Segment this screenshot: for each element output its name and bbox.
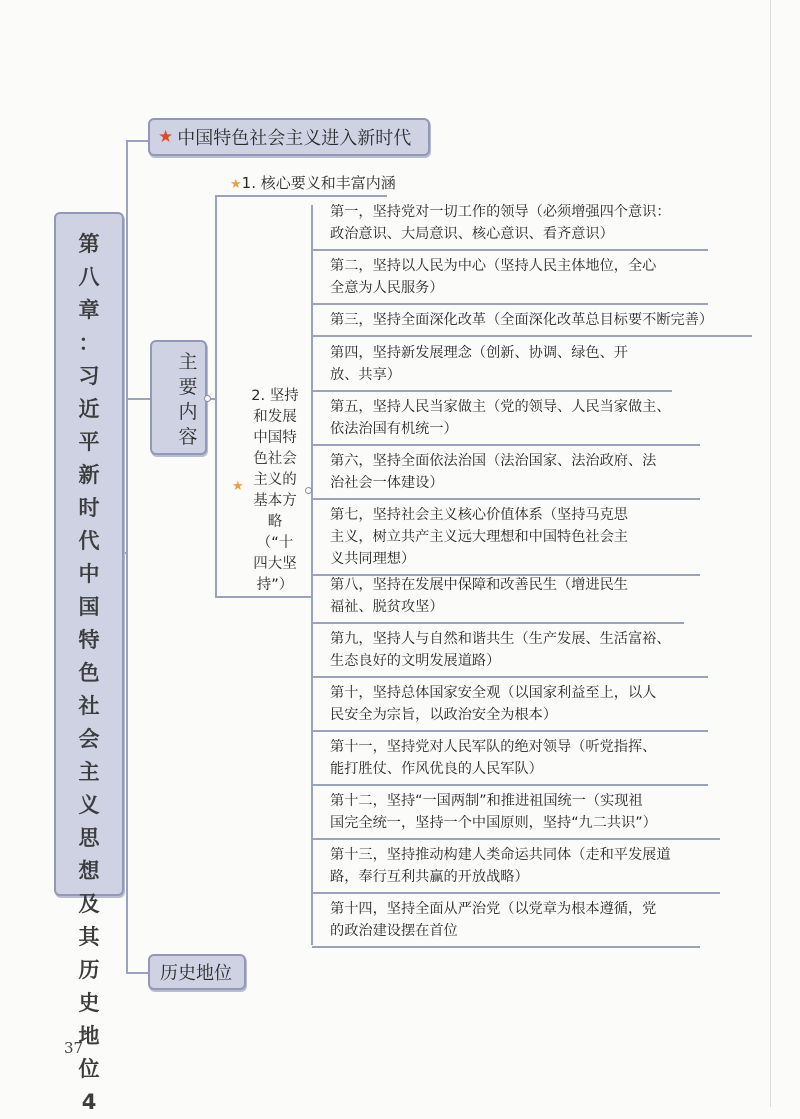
strategy-item-underline <box>312 892 720 894</box>
strategy-item-line: 第七，坚持社会主义核心价值体系（坚持马克思 <box>330 507 628 523</box>
strategy-item-underline <box>312 946 700 948</box>
page-number: 37 <box>64 1039 84 1057</box>
chapter-title-char: 第 <box>78 232 100 256</box>
strategy-item-underline <box>312 784 708 786</box>
topic-main-content-label: 主 要 内 容 <box>178 351 198 448</box>
trunk-to-chapter-line <box>124 552 128 554</box>
subtopic-core-meaning-label: 1. 核心要义和丰富内涵 <box>241 174 396 192</box>
chapter-title <box>56 228 122 1119</box>
strategy-label-line: 中国特 <box>253 430 297 446</box>
topic-new-era-label: 中国特色社会主义进入新时代 <box>177 128 412 149</box>
strategy-item-underline <box>312 249 708 251</box>
strategy-item[interactable] <box>320 309 712 331</box>
strategy-item-line: 第八，坚持在发展中保障和改善民生（增进民生 <box>330 577 628 593</box>
strategy-item-line: 第六，坚持全面依法治国（法治国家、法治政府、法 <box>330 453 657 469</box>
strategy-item-underline <box>312 676 708 678</box>
strategy-item-line: 第五，坚持人民当家做主（党的领导、人民当家做主、 <box>330 399 671 415</box>
strategy-item[interactable] <box>320 736 712 780</box>
chapter-title-char: 平 <box>78 430 100 454</box>
strategy-item-line: 民安全为宗旨，以政治安全为根本） <box>330 707 558 723</box>
strategy-item-line: 第十一，坚持党对人民军队的绝对领导（听党指挥、 <box>330 739 657 755</box>
strategy-item[interactable] <box>320 628 712 672</box>
chapter-title-char: 国 <box>78 595 100 619</box>
chapter-title-char: 地 <box>78 1024 100 1048</box>
strategy-item-line: 放、共享） <box>330 367 401 383</box>
topic-history-label: 历史地位 <box>160 963 232 984</box>
strategy-label-line: 基本方 <box>253 493 297 509</box>
strategy-label-line: 和发展 <box>253 409 297 425</box>
strategy-item-underline <box>312 444 700 446</box>
strategy-item-line: 第九，坚持人与自然和谐共生（生产发展、生活富裕、 <box>330 631 671 647</box>
subtopic-trunk-line <box>215 195 217 597</box>
trunk-to-new-era-line <box>126 140 148 142</box>
strategy-item-underline <box>312 303 708 305</box>
strategy-label-line: 2. 坚持 <box>251 388 299 404</box>
chapter-title-char: 会 <box>78 727 100 751</box>
strategy-item-line: 第一，坚持党对一切工作的领导（必须增强四个意识： <box>330 204 671 220</box>
chapter-title-char: 义 <box>78 793 100 817</box>
strategy-item-line: 生态良好的文明发展道路） <box>330 653 501 669</box>
orange-star-icon: ★ <box>230 177 242 192</box>
strategy-item[interactable] <box>320 844 712 888</box>
chapter-title-char: 想 <box>78 859 100 883</box>
chapter-title-char: 社 <box>78 694 100 718</box>
strategy-item-underline <box>312 335 752 337</box>
subtopic-basic-strategy-label[interactable] <box>244 386 306 596</box>
strategy-item-line: 依法治国有机统一） <box>330 421 458 437</box>
strategy-item-underline <box>312 730 708 732</box>
strategy-item-line: 第十三，坚持推动构建人类命运共同体（走和平发展道 <box>330 847 671 863</box>
page-edge-line <box>770 0 771 1107</box>
strategy-item-underline <box>312 390 672 392</box>
strategy-item-underline <box>312 622 684 624</box>
trunk-to-main-content-line <box>126 398 150 400</box>
main-content-node-icon <box>204 395 211 402</box>
topic-history-box[interactable] <box>148 954 246 990</box>
chapter-title-char: ： <box>78 331 100 355</box>
chapter-title-char: 八 <box>78 265 100 289</box>
strategy-item-line: 福祉、脱贫攻坚） <box>330 599 444 615</box>
chapter-title-char: 习 <box>78 364 100 388</box>
topic-new-era-box[interactable] <box>148 118 430 156</box>
chapter-title-char: 位 <box>78 1057 100 1081</box>
red-star-icon: ★ <box>158 127 174 147</box>
strategy-item[interactable] <box>320 396 712 440</box>
strategy-item-line: 第四，坚持新发展理念（创新、协调、绿色、开 <box>330 345 628 361</box>
strategy-item-line: 第十，坚持总体国家安全观（以国家利益至上，以人 <box>330 685 657 701</box>
strategy-item-underline <box>312 838 720 840</box>
chapter-title-char: 章 <box>78 298 100 322</box>
strategy-item[interactable] <box>320 450 712 494</box>
chapter-title-char: 主 <box>78 760 100 784</box>
strategy-label-line: 主义的 <box>253 472 297 488</box>
trunk-to-history-line <box>126 972 148 974</box>
strategy-label-line: 色社会 <box>253 451 297 467</box>
chapter-title-char: 及 <box>78 892 100 916</box>
strategy-item-line: 路，奉行互利共赢的开放战略） <box>330 869 529 885</box>
strategy-underline <box>215 596 312 598</box>
strategy-label-line: 略 <box>267 514 283 530</box>
strategy-item-line: 国完全统一，坚持一个中国原则，坚持“九二共识”） <box>330 815 657 831</box>
strategy-item[interactable] <box>320 898 712 942</box>
chapter-title-char: 时 <box>78 496 100 520</box>
chapter-title-char: 历 <box>78 958 100 982</box>
chapter-title-char: 代 <box>78 529 100 553</box>
orange-star-icon: ★ <box>232 479 244 494</box>
chapter-title-char: 色 <box>78 661 100 685</box>
strategy-item-line: 治社会一体建设） <box>330 475 444 491</box>
strategy-item-line: 全意为人民服务） <box>330 280 444 296</box>
strategy-item[interactable] <box>320 255 712 299</box>
strategy-item-line: 第二，坚持以人民为中心（坚持人民主体地位，全心 <box>330 258 657 274</box>
strategy-item-line: 能打胜仗、作风优良的人民军队） <box>330 761 543 777</box>
strategy-item-line: 政治意识、大局意识、核心意识、看齐意识） <box>330 226 614 242</box>
subtopic-core-meaning[interactable] <box>230 172 396 193</box>
strategy-item[interactable] <box>320 342 712 386</box>
chapter-title-char: 4 <box>81 1090 97 1114</box>
main-trunk-line <box>126 140 128 972</box>
core-meaning-underline <box>215 195 387 197</box>
chapter-title-char: 特 <box>78 628 100 652</box>
chapter-title-char: 中 <box>78 562 100 586</box>
strategy-item[interactable] <box>320 201 712 245</box>
strategy-item-line: 第十四，坚持全面从严治党（以党章为根本遵循，党 <box>330 901 657 917</box>
chapter-title-char: 其 <box>78 925 100 949</box>
strategy-item-line: 主义，树立共产主义远大理想和中国特色社会主 <box>330 529 628 545</box>
topic-main-content-box[interactable] <box>150 340 207 455</box>
strategy-label-line: （“十 <box>256 535 294 551</box>
chapter-title-char: 近 <box>78 397 100 421</box>
chapter-title-char: 思 <box>78 826 100 850</box>
strategy-item[interactable] <box>320 682 712 726</box>
strategy-item-underline <box>312 498 700 500</box>
strategy-label-line: 四大坚 <box>253 556 297 572</box>
strategy-item[interactable] <box>320 574 712 618</box>
strategy-label-line: 持”） <box>256 577 294 593</box>
chapter-title-char: 史 <box>78 991 100 1015</box>
strategy-item[interactable] <box>320 504 712 570</box>
strategy-item-line: 的政治建设摆在首位 <box>330 923 458 939</box>
strategy-item-line: 第三，坚持全面深化改革（全面深化改革总目标要不断完善） <box>330 312 714 328</box>
strategy-item-line: 义共同理想） <box>330 551 416 567</box>
strategy-item-line: 第十二，坚持“一国两制”和推进祖国统一（实现祖 <box>330 793 643 809</box>
chapter-title-char: 新 <box>78 463 100 487</box>
strategy-node-icon <box>305 487 312 494</box>
strategy-item[interactable] <box>320 790 712 834</box>
